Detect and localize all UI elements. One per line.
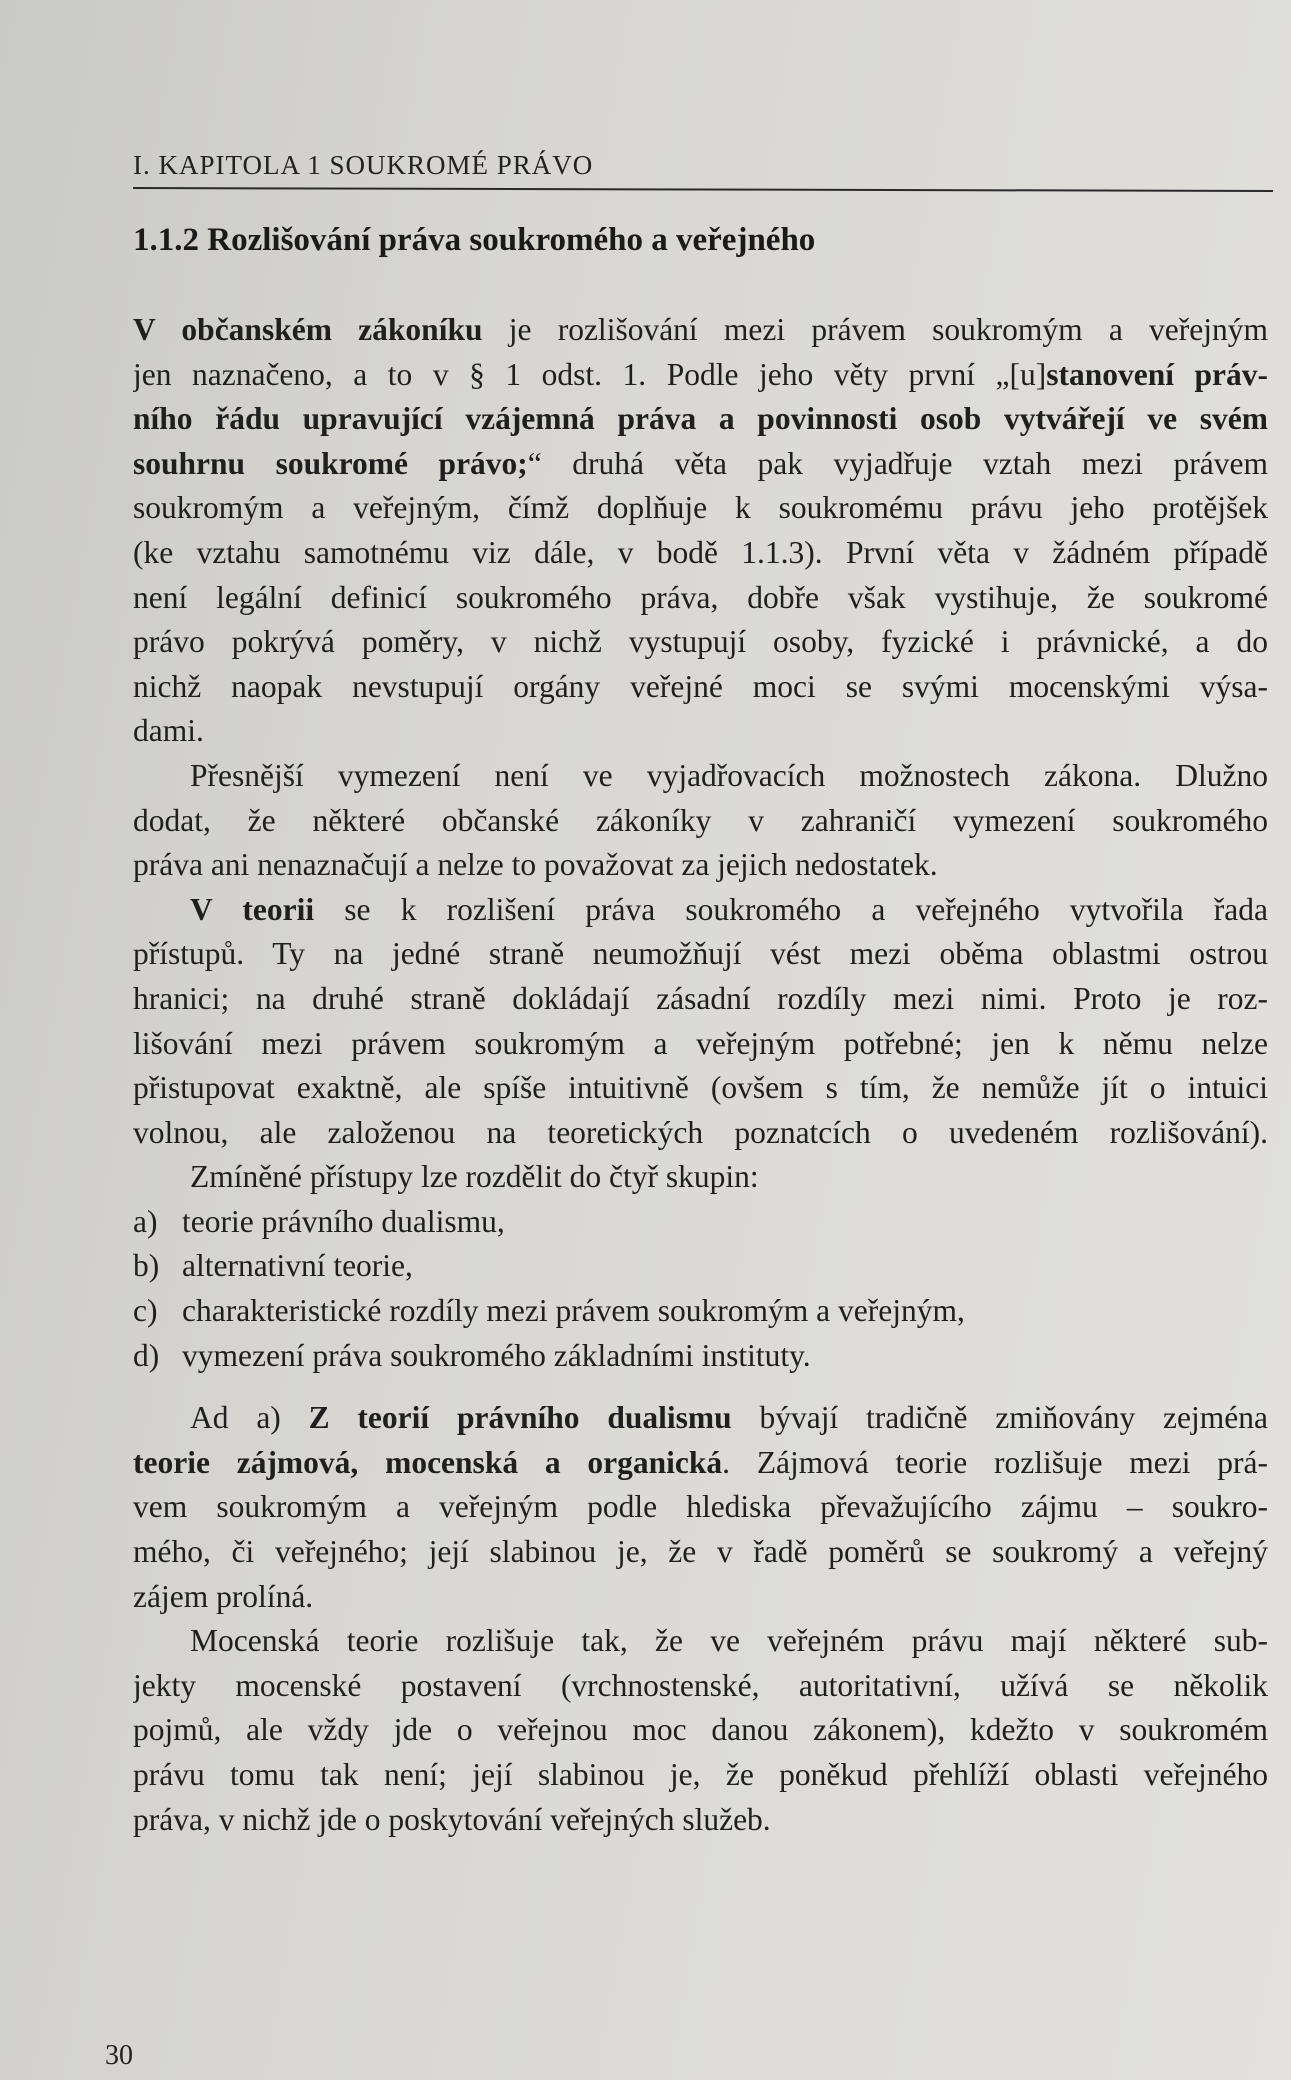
- text-line: přistupovat exaktně, ale spíše intuitivně (ovšem s tím, že nemůže jít o intuici: [133, 1070, 1268, 1106]
- text-span: se k rozlišení práva soukromého a veřejného vytvořila řada: [314, 891, 1268, 927]
- text-line: [133, 308, 1268, 353]
- text-line: pojmů, ale vždy jde o veřejnou moc danou zákonem), kdežto v soukromém: [133, 1712, 1268, 1748]
- text-line: hranici; na druhé straně dokládají zásadní rozdíly mezi nimi. Proto je roz-: [133, 980, 1268, 1016]
- text-span: “ druhá věta pak vyjadřuje vztah mezi právem: [527, 445, 1268, 481]
- text-line: nichž naopak nevstupují orgány veřejné moci se svými mocenskými výsa-: [133, 668, 1268, 704]
- list-marker: a): [133, 1203, 158, 1239]
- list-item: [133, 1244, 1268, 1289]
- text-line: [133, 1441, 1268, 1486]
- bold-term: souhrnu soukromé právo;: [133, 445, 528, 481]
- list-item: [133, 1200, 1268, 1245]
- approaches-list: [133, 1200, 1268, 1378]
- text-line: práva, v nichž jde o poskytování veřejných služeb.: [133, 1801, 771, 1837]
- section-title: 1.1.2 Rozlišování práva soukromého a veřejného: [133, 222, 816, 258]
- text-line: [133, 442, 1268, 487]
- text-line: práva ani nenaznačují a nelze to považovat za jejich nedostatek.: [133, 847, 938, 883]
- text-line: (ke vztahu samotnému viz dále, v bodě 1.1.3). První věta v žádném případě: [133, 534, 1268, 570]
- text-line: lišování mezi právem soukromým a veřejným potřebné; jen k němu nelze: [133, 1025, 1268, 1061]
- bold-term: teorie zájmová, mocenská a organická: [133, 1444, 723, 1480]
- text-line: právo pokrývá poměry, v nichž vystupují osoby, fyzické i právnické, a do: [133, 624, 1268, 660]
- text-line: [133, 353, 1268, 398]
- paragraph-4: [133, 1155, 1268, 1200]
- list-item-text: alternativní teorie,: [182, 1248, 413, 1284]
- bold-term: ního řádu upravující vzájemná práva a povinnosti osob vytvářejí ve svém: [133, 401, 1268, 437]
- text-line: Zmíněné přístupy lze rozdělit do čtyř skupin:: [190, 1159, 759, 1195]
- list-marker: c): [133, 1293, 158, 1329]
- text-line: [133, 888, 1268, 933]
- bold-term: V teorii: [190, 891, 315, 927]
- header-rule: [133, 187, 1273, 192]
- text-line: dami.: [133, 713, 204, 749]
- paragraph-6: [133, 1619, 1268, 1842]
- bold-term: stanovení práv-: [1046, 356, 1268, 392]
- text-line: zájem prolíná.: [133, 1578, 314, 1614]
- text-line: mého, či veřejného; její slabinou je, že v řadě poměrů se soukromý a veřejný: [133, 1534, 1268, 1570]
- text-line: volnou, ale založenou na teoretických poznatcích o uvedeném rozlišování).: [133, 1114, 1268, 1150]
- text-line: [133, 397, 1268, 442]
- text-span: . Zájmová teorie rozlišuje mezi prá-: [722, 1444, 1268, 1480]
- list-marker: b): [133, 1248, 160, 1284]
- text-line: Přesnější vymezení není ve vyjadřovacích možnostech zákona. Dlužno: [190, 757, 1268, 793]
- text-span: Ad a): [190, 1400, 309, 1436]
- paragraph-5: [133, 1396, 1268, 1619]
- paragraph-3: [133, 888, 1268, 1156]
- text-line: přístupů. Ty na jedné straně neumožňují vést mezi oběma oblastmi ostrou: [133, 936, 1268, 972]
- list-marker: d): [133, 1337, 160, 1373]
- paragraph-2: [133, 754, 1268, 888]
- text-line: soukromým a veřejným, čímž doplňuje k soukromému právu jeho protějšek: [133, 490, 1268, 526]
- text-line: [133, 1396, 1268, 1441]
- list-item: [133, 1334, 1268, 1379]
- text-line: právu tomu tak není; její slabinou je, že poněkud přehlíží oblasti veřejného: [133, 1757, 1268, 1792]
- list-item-text: charakteristické rozdíly mezi právem soukromým a veřejným,: [182, 1293, 965, 1329]
- text-line: dodat, že některé občanské zákoníky v zahraničí vymezení soukromého: [133, 802, 1268, 838]
- paragraph-1: [133, 308, 1268, 754]
- running-head: I. KAPITOLA 1 SOUKROMÉ PRÁVO: [133, 150, 594, 180]
- bold-term: Z teorií právního dualismu: [308, 1400, 732, 1436]
- text-span: jen naznačeno, a to v § 1 odst. 1. Podle jeho věty první „[u]: [133, 356, 1047, 392]
- bold-term: V občanském zákoníku: [133, 312, 483, 347]
- list-item-text: teorie právního dualismu,: [182, 1203, 505, 1239]
- text-line: není legální definicí soukromého práva, dobře však vystihuje, že soukromé: [133, 579, 1268, 615]
- text-span: bývají tradičně zmiňovány zejména: [731, 1400, 1268, 1436]
- text-line: Mocenská teorie rozlišuje tak, že ve veřejném právu mají některé sub-: [190, 1623, 1268, 1659]
- text-line: vem soukromým a veřejným podle hlediska převažujícího zájmu – soukro-: [133, 1489, 1268, 1525]
- list-item: [133, 1289, 1268, 1334]
- list-item-text: vymezení práva soukromého základními instituty.: [182, 1337, 811, 1373]
- page-number: 30: [105, 2040, 133, 2071]
- text-line: jekty mocenské postavení (vrchnostenské, autoritativní, užívá se několik: [133, 1667, 1268, 1703]
- text-span: je rozlišování mezi právem soukromým a veřejným: [482, 312, 1268, 347]
- body-text: [133, 308, 1268, 1842]
